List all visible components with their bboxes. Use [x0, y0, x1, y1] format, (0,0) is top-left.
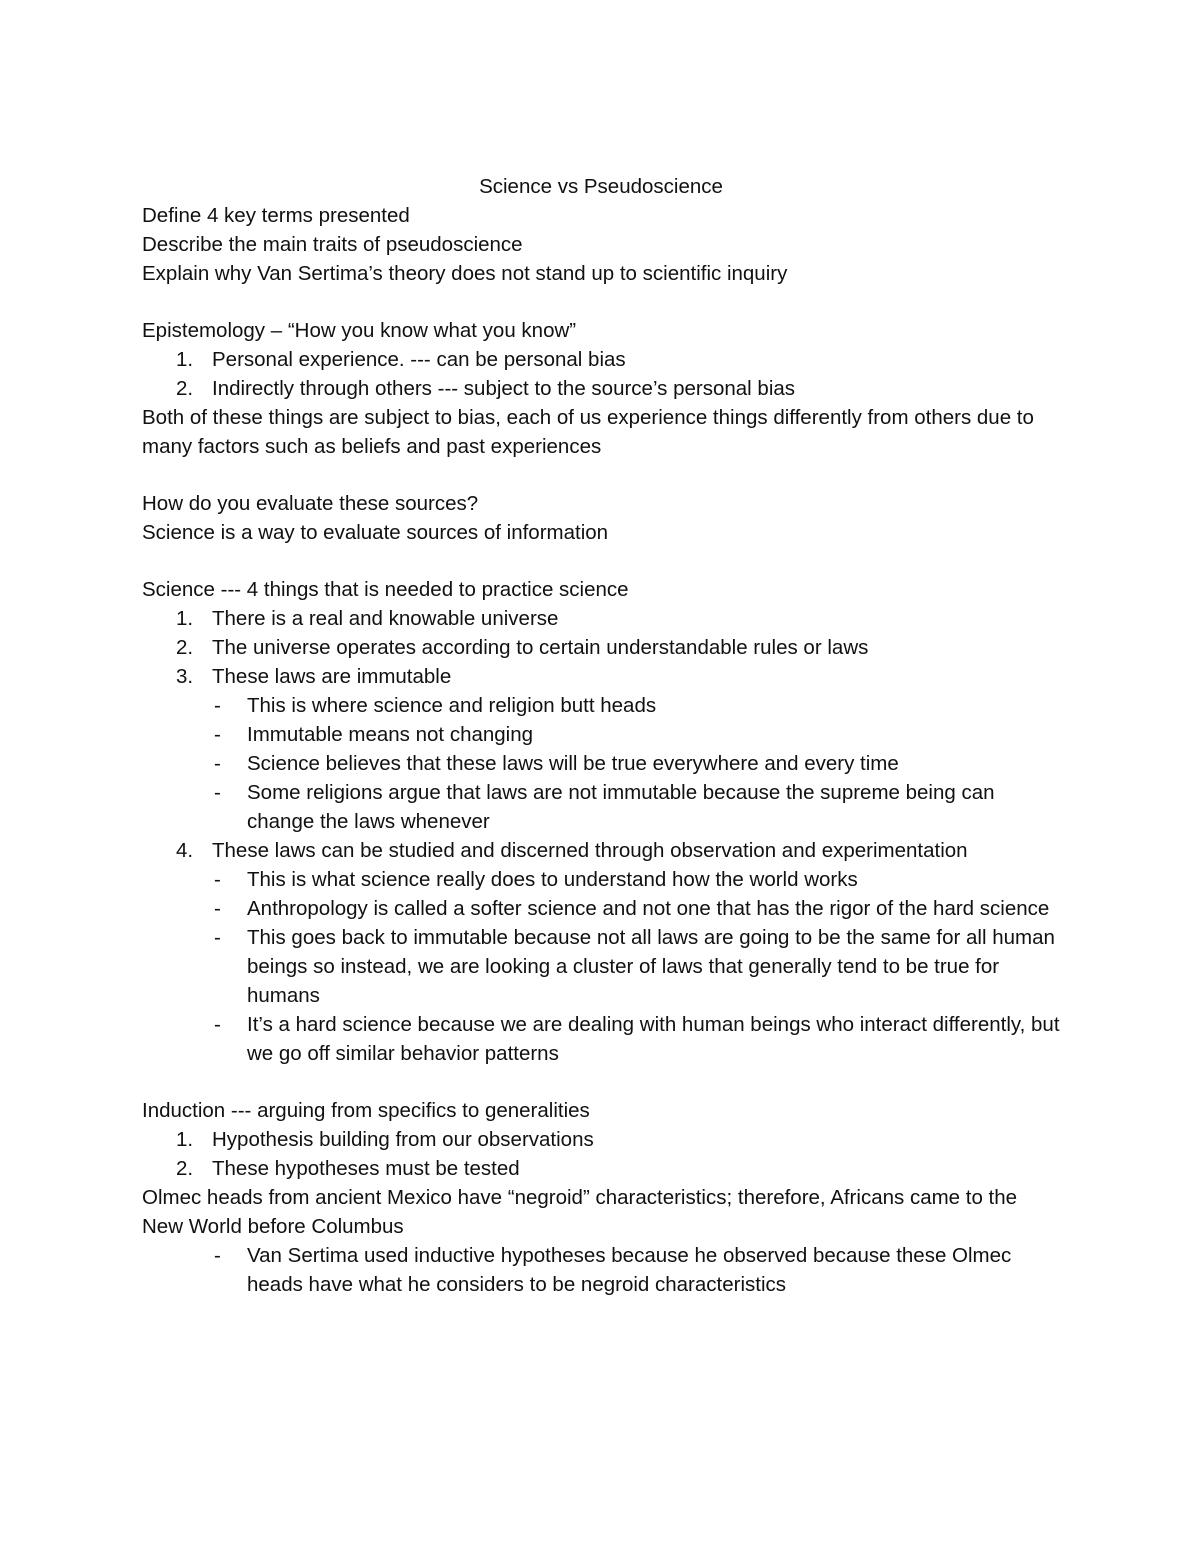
sub-item-text: Anthropology is called a softer science and not one that has the rigor of the hard science [247, 897, 1050, 920]
list-item [142, 836, 1060, 865]
list-item-text: These laws are immutable [212, 665, 452, 688]
spacer [142, 288, 1060, 316]
evaluate-answer: Science is a way to evaluate sources of information [142, 521, 609, 544]
science-list [142, 604, 1060, 691]
sub-item [142, 923, 1060, 1010]
sub-item [142, 865, 1060, 894]
induction-sublist [142, 1241, 1060, 1299]
sub-item-text: Van Sertima used inductive hypotheses because he observed because these Olmec heads have what he considers to be negroid characteristics [247, 1244, 1012, 1296]
list-item [142, 345, 1060, 374]
dash-bullet: - [214, 868, 221, 891]
dash-bullet: - [214, 694, 221, 717]
dash-bullet: - [214, 1013, 221, 1036]
sub-item [142, 1241, 1060, 1299]
science-list-continued [142, 836, 1060, 865]
spacer [142, 547, 1060, 575]
dash-bullet: - [214, 897, 221, 920]
sub-item [142, 749, 1060, 778]
list-item [142, 633, 1060, 662]
list-number: 1. [176, 348, 194, 371]
list-number: 4. [176, 839, 194, 862]
list-item [142, 604, 1060, 633]
sub-item-text: This is where science and religion butt heads [247, 694, 657, 717]
list-number: 2. [176, 636, 194, 659]
sub-item [142, 691, 1060, 720]
list-item [142, 1154, 1060, 1183]
epistemology-heading: Epistemology – “How you know what you know” [142, 319, 577, 342]
dash-bullet: - [214, 926, 221, 949]
dash-bullet: - [214, 752, 221, 775]
page-title: Science vs Pseudoscience [479, 175, 723, 198]
sub-item [142, 894, 1060, 923]
induction-example: Olmec heads from ancient Mexico have “negroid” characteristics; therefore, Africans came to the New World before Columbus [142, 1186, 1018, 1238]
science-sublist [142, 691, 1060, 836]
induction-list [142, 1125, 1060, 1183]
sub-item-text: It’s a hard science because we are dealing with human beings who interact differently, but we go off similar behavior patterns [247, 1013, 1060, 1065]
list-item-text: These hypotheses must be tested [212, 1157, 520, 1180]
dash-bullet: - [214, 781, 221, 804]
science-sublist [142, 865, 1060, 1068]
list-number: 1. [176, 607, 194, 630]
epistemology-note: Both of these things are subject to bias, each of us experience things differently from others due to many factors such as beliefs and past experiences [142, 406, 1034, 458]
sub-item [142, 1010, 1060, 1068]
list-number: 3. [176, 665, 194, 688]
spacer [142, 461, 1060, 489]
science-heading: Science --- 4 things that is needed to practice science [142, 578, 629, 601]
sub-item [142, 720, 1060, 749]
sub-item-text: This is what science really does to understand how the world works [247, 868, 858, 891]
list-number: 2. [176, 377, 194, 400]
sub-item [142, 778, 1060, 836]
list-item [142, 662, 1060, 691]
evaluate-question: How do you evaluate these sources? [142, 492, 479, 515]
list-number: 2. [176, 1157, 194, 1180]
list-item-text: Personal experience. --- can be personal bias [212, 348, 626, 371]
dash-bullet: - [214, 723, 221, 746]
dash-bullet: - [214, 1244, 221, 1267]
induction-heading: Induction --- arguing from specifics to generalities [142, 1099, 590, 1122]
list-item [142, 1125, 1060, 1154]
sub-item-text: This goes back to immutable because not all laws are going to be the same for all human beings so instead, we are looking a cluster of laws that generally tend to be true for humans [247, 926, 1055, 1007]
spacer [142, 1068, 1060, 1096]
objective-line: Describe the main traits of pseudoscience [142, 233, 523, 256]
list-item-text: The universe operates according to certain understandable rules or laws [212, 636, 869, 659]
list-item-text: These laws can be studied and discerned through observation and experimentation [212, 839, 968, 862]
list-number: 1. [176, 1128, 194, 1151]
objective-line: Explain why Van Sertima’s theory does not stand up to scientific inquiry [142, 262, 788, 285]
sub-item-text: Some religions argue that laws are not immutable because the supreme being can change the laws whenever [247, 781, 995, 833]
list-item-text: Indirectly through others --- subject to the source’s personal bias [212, 377, 796, 400]
objective-line: Define 4 key terms presented [142, 204, 410, 227]
epistemology-list [142, 345, 1060, 403]
sub-item-text: Science believes that these laws will be true everywhere and every time [247, 752, 899, 775]
list-item-text: There is a real and knowable universe [212, 607, 559, 630]
sub-item-text: Immutable means not changing [247, 723, 534, 746]
list-item-text: Hypothesis building from our observations [212, 1128, 594, 1151]
list-item [142, 374, 1060, 403]
